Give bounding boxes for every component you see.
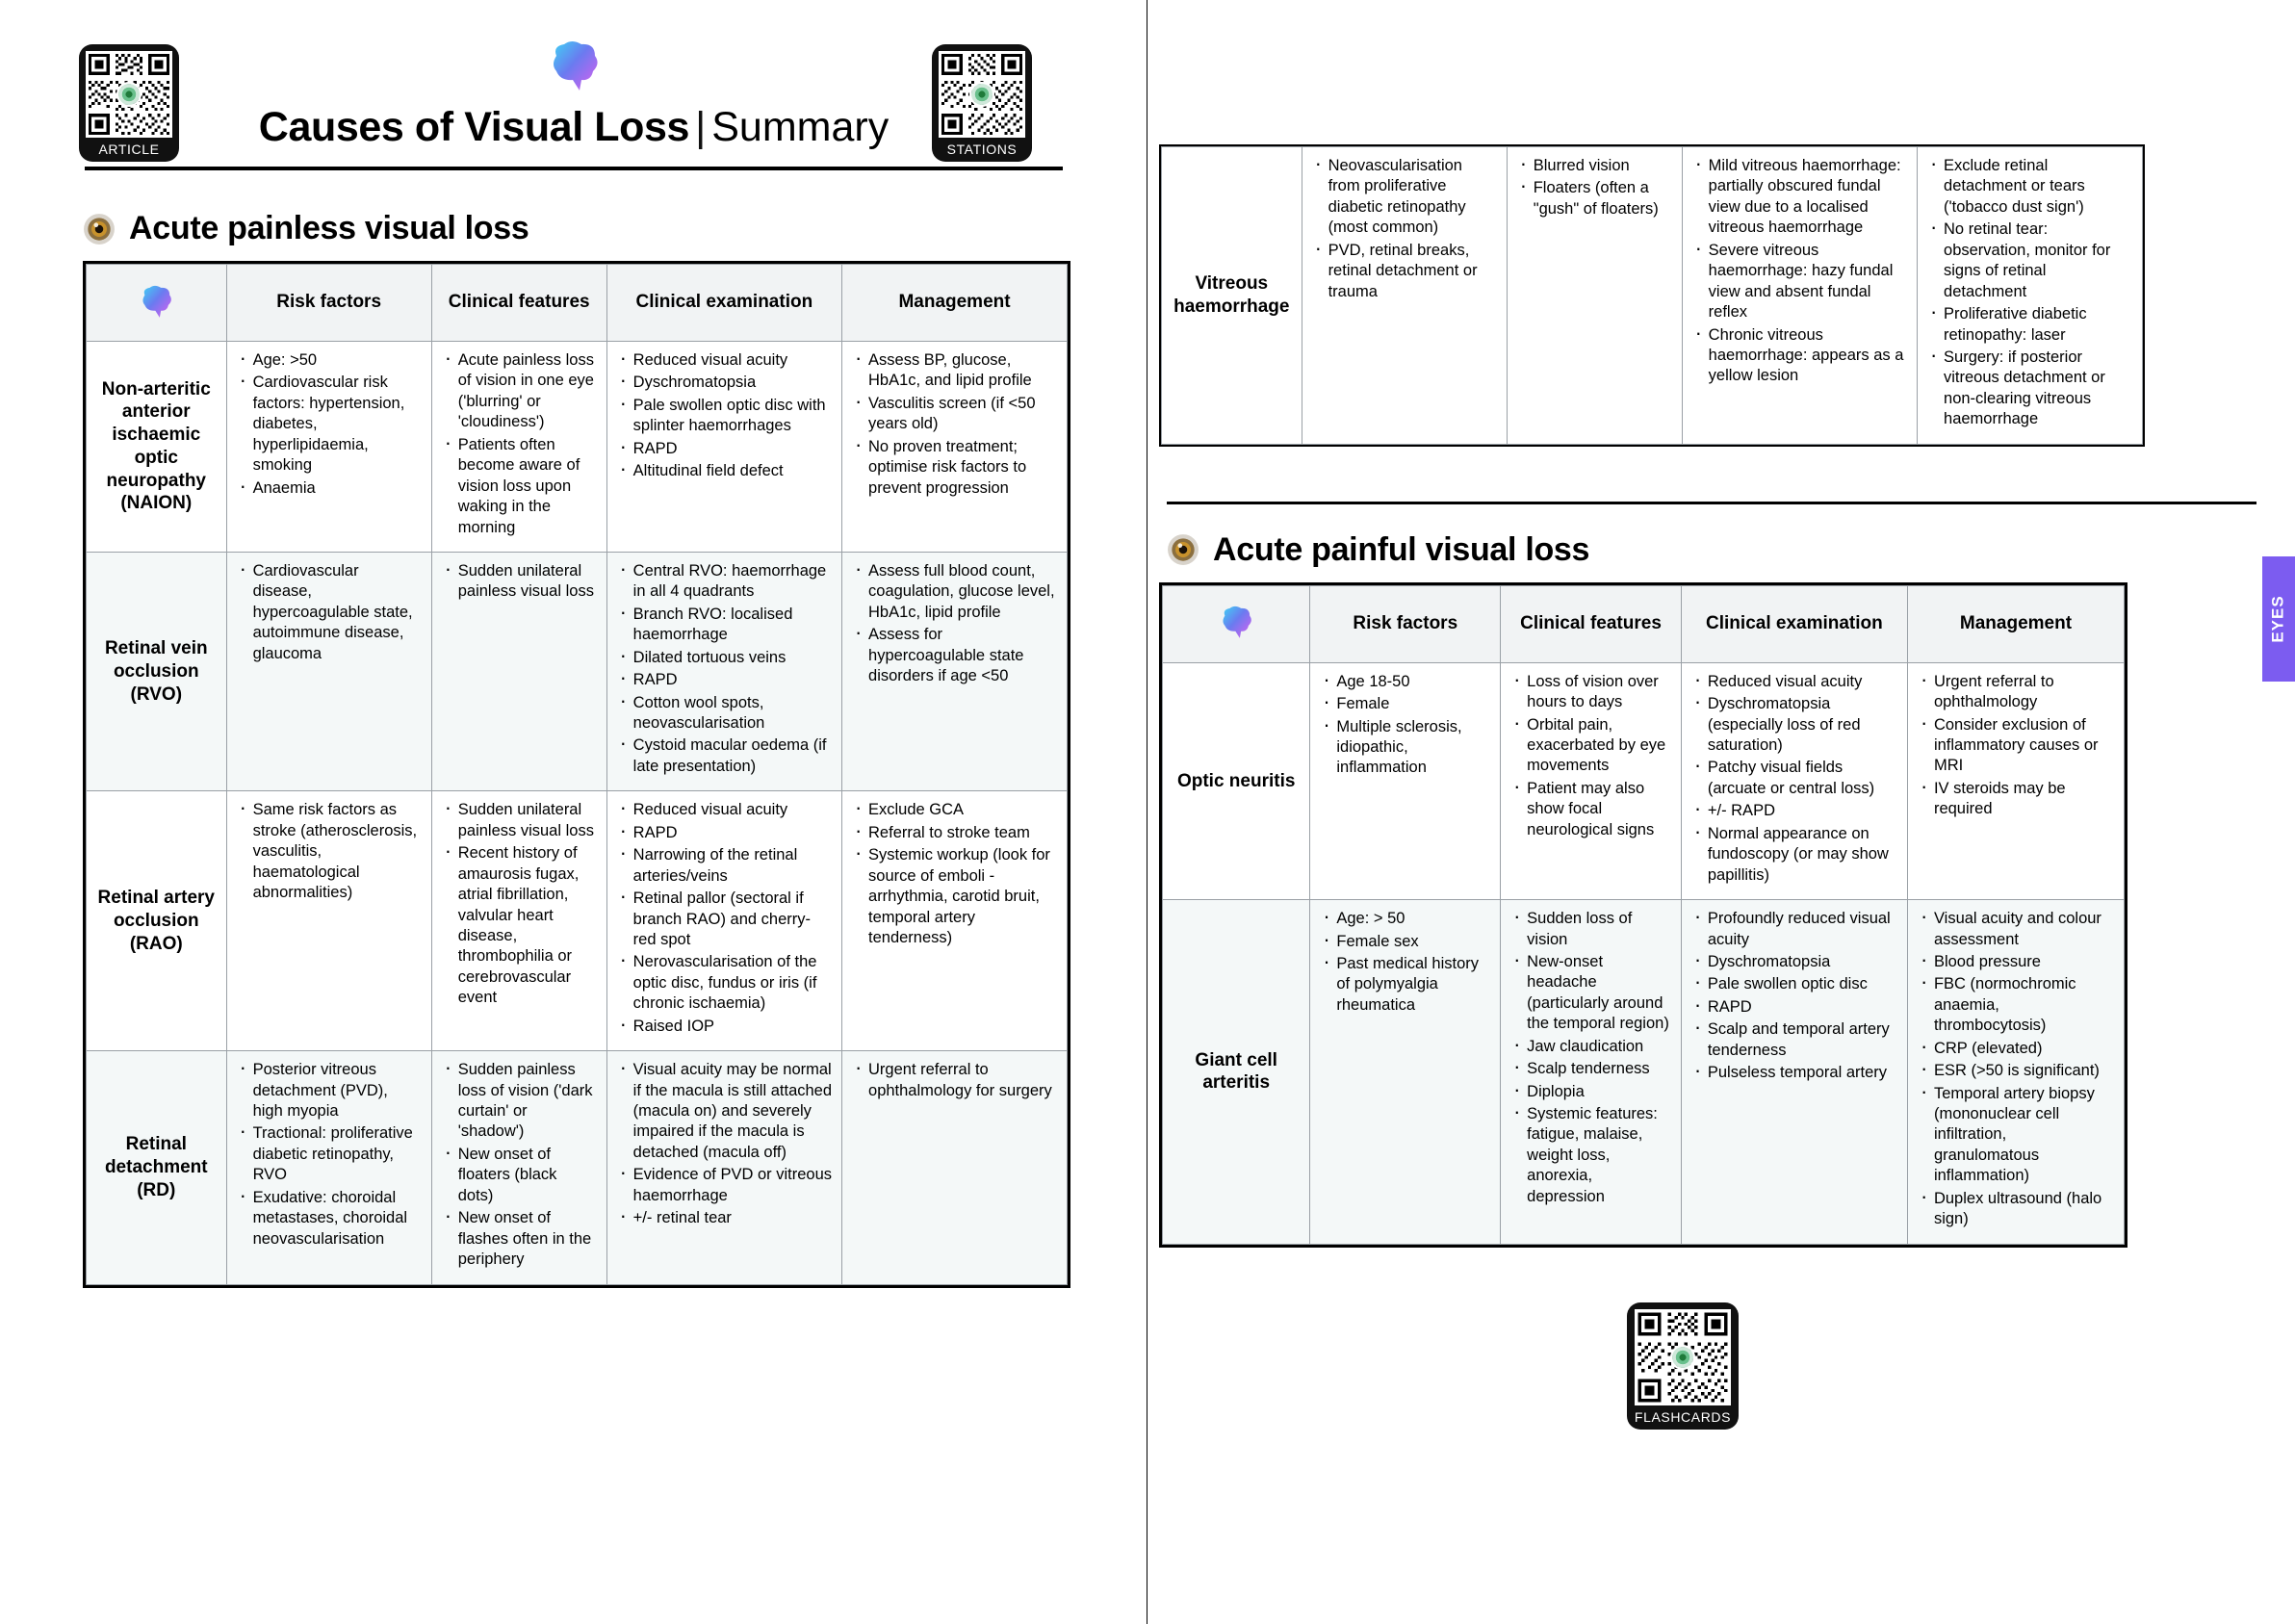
column-header-risk-factors: Risk factors: [1310, 585, 1501, 662]
bullet-item: · Retinal pallor (sectoral if branch RAO) and cherry-red spot: [617, 889, 832, 950]
row-label-optic-neuritis: Optic neuritis: [1163, 662, 1310, 899]
acute-painless-visual-loss-table: [86, 264, 1068, 1285]
bullet-item: · Dilated tortuous veins: [617, 648, 832, 668]
column-header-clinical-examination: Clinical examination: [606, 265, 841, 342]
cell-risk-factors: [1310, 900, 1501, 1245]
bullet-item: · Female: [1320, 694, 1490, 714]
cell-management: [842, 1051, 1068, 1284]
bullet-item: · Pulseless temporal artery: [1691, 1063, 1897, 1083]
row-label-rao: Retinal artery occlusion (RAO): [87, 791, 227, 1051]
column-header-management: Management: [1907, 585, 2124, 662]
bullet-list: [1691, 909, 1897, 1084]
bullet-item: · Blurred vision: [1517, 156, 1672, 176]
bullet-item: · Visual acuity may be normal if the macula is still attached (macula on) and severely impaired if the macula is detached (macula off): [617, 1060, 832, 1163]
bullet-item: · Blood pressure: [1918, 952, 2114, 972]
bullet-item: · Referral to stroke team: [852, 823, 1057, 843]
bullet-list: [442, 1060, 597, 1270]
table-body: [1163, 662, 2125, 1244]
flashcards-qr-code: [1635, 1309, 1731, 1405]
table-row: [87, 1051, 1068, 1284]
bullet-item: · Exclude retinal detachment or tears ('tobacco dust sign'): [1927, 156, 2132, 218]
bullet-item: · Tractional: proliferative diabetic retinopathy, RVO: [237, 1123, 422, 1185]
cell-clinical-features: [431, 342, 606, 553]
table-row: [87, 342, 1068, 553]
bullet-item: · Multiple sclerosis, idiopathic, inflammation: [1320, 717, 1490, 779]
bullet-list: [1691, 672, 1897, 886]
acute-painful-table-container: [1159, 582, 2295, 1252]
section-title-text: Acute painful visual loss: [1213, 530, 1590, 568]
qr-label-stations: STATIONS: [946, 142, 1018, 157]
column-header-clinical-examination: Clinical examination: [1681, 585, 1907, 662]
cell-clinical-examination: [606, 1051, 841, 1284]
bullet-list: [617, 800, 832, 1037]
bullet-item: · Age 18-50: [1320, 672, 1490, 692]
qr-label-article: ARTICLE: [98, 142, 160, 157]
qr-badge-stations[interactable]: [932, 44, 1032, 162]
cell-clinical-examination: [1681, 900, 1907, 1245]
bullet-item: · Central RVO: haemorrhage in all 4 quadrants: [617, 561, 832, 603]
bullet-item: · RAPD: [617, 439, 832, 459]
bullet-item: · Pale swollen optic disc: [1691, 974, 1897, 994]
bullet-item: · Age: >50: [237, 350, 422, 371]
article-qr-code: [86, 51, 172, 138]
bullet-item: · Sudden loss of vision: [1510, 909, 1671, 950]
vitreous-haemorrhage-table-container: [1159, 144, 2295, 451]
brain-logo-icon: [1216, 605, 1256, 643]
bullet-list: [852, 800, 1057, 948]
bullet-list: [1927, 156, 2132, 430]
bullet-item: · Nerovascularisation of the optic disc, fundus or iris (if chronic ischaemia): [617, 952, 832, 1014]
bullet-item: · No retinal tear: observation, monitor for signs of retinal detachment: [1927, 219, 2132, 302]
cell-clinical-examination: [606, 791, 841, 1051]
table-row: [1163, 662, 2125, 899]
table-row: [87, 552, 1068, 790]
section-heading-acute-painful: [1167, 531, 2295, 569]
cell-clinical-examination: [1682, 147, 1917, 445]
table-body: [87, 342, 1068, 1285]
bullet-item: · Normal appearance on fundoscopy (or may show papillitis): [1691, 824, 1897, 886]
bullet-item: · IV steroids may be required: [1918, 779, 2114, 820]
section-title-text: Acute painless visual loss: [129, 210, 529, 246]
bullet-item: · Female sex: [1320, 932, 1490, 952]
title-separator: |: [695, 104, 707, 150]
bullet-item: · Sudden painless loss of vision ('dark curtain' or 'shadow'): [442, 1060, 597, 1143]
page-right: [1148, 0, 2295, 1624]
bullet-list: [1320, 672, 1490, 779]
table-head: [1163, 585, 2125, 662]
bullet-list: [442, 800, 597, 1008]
bullet-item: · No proven treatment; optimise risk factors to prevent progression: [852, 437, 1057, 499]
bullet-list: [1320, 909, 1490, 1016]
cell-management: [1907, 900, 2124, 1245]
cell-risk-factors: [226, 791, 431, 1051]
cell-management: [842, 552, 1068, 790]
cell-management: [842, 342, 1068, 553]
table-row: [1162, 147, 2143, 445]
bullet-item: · Past medical history of polymyalgia rheumatica: [1320, 954, 1490, 1016]
bullet-item: · FBC (normochromic anaemia, thrombocytosis): [1918, 974, 2114, 1036]
bullet-item: · Severe vitreous haemorrhage: hazy fundal view and absent fundal reflex: [1692, 241, 1907, 323]
bullet-item: · Cardiovascular disease, hypercoagulable state, autoimmune disease, glaucoma: [237, 561, 422, 664]
cell-management: [1907, 662, 2124, 899]
bullet-item: · Diplopia: [1510, 1082, 1671, 1102]
bullet-item: · Cardiovascular risk factors: hypertension, diabetes, hyperlipidaemia, smoking: [237, 373, 422, 476]
cell-management: [1918, 147, 2143, 445]
bullet-item: · Temporal artery biopsy (mononuclear cell infiltration, granulomatous inflammation): [1918, 1084, 2114, 1187]
bullet-item: · New onset of floaters (black dots): [442, 1145, 597, 1206]
qr-center-eye-icon: [118, 84, 140, 105]
bullet-item: · Orbital pain, exacerbated by eye movements: [1510, 715, 1671, 777]
bullet-list: [852, 561, 1057, 687]
cell-management: [842, 791, 1068, 1051]
column-header-risk-factors: Risk factors: [226, 265, 431, 342]
bullet-item: · Branch RVO: localised haemorrhage: [617, 605, 832, 646]
bullet-item: · Recent history of amaurosis fugax, atrial fibrillation, valvular heart disease, thrombophilia or cerebrovascular event: [442, 843, 597, 1009]
bullet-item: · RAPD: [1691, 997, 1897, 1018]
acute-painful-visual-loss-table: [1162, 585, 2125, 1245]
bullet-list: [1918, 672, 2114, 820]
bullet-item: · RAPD: [617, 670, 832, 690]
side-tab-eyes[interactable]: [2262, 556, 2295, 682]
cell-clinical-features: [1507, 147, 1682, 445]
bullet-item: · Visual acuity and colour assessment: [1918, 909, 2114, 950]
table-row: [1163, 900, 2125, 1245]
bullet-list: [442, 561, 597, 603]
column-header-clinical-features: Clinical features: [431, 265, 606, 342]
bullet-item: · Cystoid macular oedema (if late presentation): [617, 735, 832, 777]
bullet-item: · Reduced visual acuity: [617, 800, 832, 820]
table-head: [87, 265, 1068, 342]
bullet-item: · Duplex ultrasound (halo sign): [1918, 1189, 2114, 1230]
bullet-item: · Sudden unilateral painless visual loss: [442, 800, 597, 841]
vitreous-haemorrhage-table: [1161, 146, 2143, 445]
table-logo-cell: [1163, 585, 1310, 662]
title-subtitle: Summary: [711, 104, 890, 150]
bullet-item: · +/- retinal tear: [617, 1208, 832, 1228]
bullet-item: · Pale swollen optic disc with splinter haemorrhages: [617, 396, 832, 437]
bullet-list: [1692, 156, 1907, 387]
stations-qr-code: [939, 51, 1025, 138]
bullet-list: [852, 1060, 1057, 1101]
bullet-list: [617, 1060, 832, 1229]
bullet-item: · Dyschromatopsia: [617, 373, 832, 393]
acute-painless-table-container: [83, 261, 1148, 1293]
cell-risk-factors: [1302, 147, 1507, 445]
bullet-item: · New-onset headache (particularly around the temporal region): [1510, 952, 1671, 1035]
bullet-item: · Patients often become aware of vision loss upon waking in the morning: [442, 435, 597, 538]
cell-clinical-examination: [606, 552, 841, 790]
eye-icon: [83, 213, 116, 245]
bullet-list: [617, 561, 832, 777]
bullet-list: [1510, 672, 1671, 841]
bullet-item: · Scalp and temporal artery tenderness: [1691, 1019, 1897, 1061]
table-border: [1159, 144, 2145, 447]
column-header-management: Management: [842, 265, 1068, 342]
bullet-list: [1918, 909, 2114, 1230]
qr-badge-flashcards[interactable]: [1627, 1302, 1739, 1430]
bullet-list: [237, 1060, 422, 1250]
cell-clinical-features: [1501, 900, 1682, 1245]
section-heading-acute-painless: [83, 210, 1148, 247]
row-label-naion: Non-arteritic anterior ischaemic optic neuropathy (NAION): [87, 342, 227, 553]
bullet-item: · Assess for hypercoagulable state disorders if age <50: [852, 625, 1057, 686]
table-body: [1162, 147, 2143, 445]
bullet-item: · Dyschromatopsia (especially loss of red saturation): [1691, 694, 1897, 756]
bullet-item: · Anaemia: [237, 478, 422, 499]
table-logo-cell: [87, 265, 227, 342]
table-header-row: [87, 265, 1068, 342]
bullet-item: · Surgery: if posterior vitreous detachment or non-clearing vitreous haemorrhage: [1927, 348, 2132, 430]
bullet-item: · Raised IOP: [617, 1017, 832, 1037]
bullet-item: · New onset of flashes often in the periphery: [442, 1208, 597, 1270]
bullet-item: · Jaw claudication: [1510, 1037, 1671, 1057]
table-border: [1159, 582, 2127, 1248]
bullet-item: · Same risk factors as stroke (atherosclerosis, vasculitis, haematological abnormalities): [237, 800, 422, 903]
bullet-item: · Evidence of PVD or vitreous haemorrhage: [617, 1165, 832, 1206]
bullet-item: · Assess full blood count, coagulation, glucose level, HbA1c, lipid profile: [852, 561, 1057, 623]
bullet-item: · Assess BP, glucose, HbA1c, and lipid profile: [852, 350, 1057, 392]
cell-clinical-examination: [606, 342, 841, 553]
cell-clinical-features: [1501, 662, 1682, 899]
bullet-item: · Urgent referral to ophthalmology for surgery: [852, 1060, 1057, 1101]
brain-logo-icon: [136, 284, 176, 322]
bullet-item: · Chronic vitreous haemorrhage: appears as a yellow lesion: [1692, 325, 1907, 387]
cell-clinical-features: [431, 1051, 606, 1284]
row-label-giant-cell-arteritis: Giant cell arteritis: [1163, 900, 1310, 1245]
table-border: [83, 261, 1070, 1288]
bullet-item: · Neovascularisation from proliferative diabetic retinopathy (most common): [1312, 156, 1497, 239]
bullet-list: [1312, 156, 1497, 302]
brain-logo-icon: [543, 39, 605, 98]
bullet-item: · Age: > 50: [1320, 909, 1490, 929]
side-tab-label: EYES: [2269, 595, 2288, 643]
title-main: Causes of Visual Loss: [258, 104, 690, 150]
bullet-item: · Reduced visual acuity: [617, 350, 832, 371]
section-divider: [1167, 502, 2256, 504]
cell-risk-factors: [226, 1051, 431, 1284]
bullet-item: · Exclude GCA: [852, 800, 1057, 820]
table-row: [87, 791, 1068, 1051]
qr-center-eye-icon: [971, 84, 993, 105]
bullet-item: · Patient may also show focal neurological signs: [1510, 779, 1671, 840]
row-label-rd: Retinal detachment (RD): [87, 1051, 227, 1284]
cell-risk-factors: [226, 342, 431, 553]
document-header: [0, 0, 1148, 183]
title-divider: [85, 167, 1063, 170]
bullet-item: · Cotton wool spots, neovascularisation: [617, 693, 832, 735]
bullet-list: [237, 800, 422, 903]
bullet-item: · Vasculitis screen (if <50 years old): [852, 394, 1057, 435]
qr-label-flashcards: FLASHCARDS: [1634, 1408, 1732, 1425]
bullet-list: [1510, 909, 1671, 1207]
bullet-item: · Profoundly reduced visual acuity: [1691, 909, 1897, 950]
bullet-item: · Narrowing of the retinal arteries/veins: [617, 845, 832, 887]
bullet-item: · Altitudinal field defect: [617, 461, 832, 481]
bullet-list: [1517, 156, 1672, 219]
bullet-item: · PVD, retinal breaks, retinal detachment or trauma: [1312, 241, 1497, 302]
cell-clinical-features: [431, 791, 606, 1051]
bullet-list: [237, 561, 422, 664]
bullet-item: · Mild vitreous haemorrhage: partially obscured fundal view due to a localised vitreous haemorrhage: [1692, 156, 1907, 239]
bullet-list: [617, 350, 832, 482]
bullet-item: · Posterior vitreous detachment (PVD), high myopia: [237, 1060, 422, 1121]
eye-icon: [1167, 533, 1199, 566]
bullet-item: · Systemic workup (look for source of emboli - arrhythmia, carotid bruit, temporal artery tenderness): [852, 845, 1057, 948]
flashcards-qr-container: [1070, 1302, 2295, 1430]
bullet-item: · ESR (>50 is significant): [1918, 1061, 2114, 1081]
bullet-list: [442, 350, 597, 538]
cell-risk-factors: [226, 552, 431, 790]
bullet-item: · Consider exclusion of inflammatory causes or MRI: [1918, 715, 2114, 777]
row-label-vitreous-haemorrhage: Vitreous haemorrhage: [1162, 147, 1302, 445]
bullet-item: · Floaters (often a "gush" of floaters): [1517, 178, 1672, 219]
cell-clinical-examination: [1681, 662, 1907, 899]
bullet-item: · Systemic features: fatigue, malaise, weight loss, anorexia, depression: [1510, 1104, 1671, 1207]
cell-risk-factors: [1310, 662, 1501, 899]
bullet-item: · Sudden unilateral painless visual loss: [442, 561, 597, 603]
bullet-item: · Scalp tenderness: [1510, 1059, 1671, 1079]
bullet-item: · Patchy visual fields (arcuate or central loss): [1691, 758, 1897, 799]
bullet-item: · Acute painless loss of vision in one eye ('blurring' or 'cloudiness'): [442, 350, 597, 433]
bullet-item: · Exudative: choroidal metastases, choroidal neovascularisation: [237, 1188, 422, 1250]
bullet-item: · +/- RAPD: [1691, 801, 1897, 821]
bullet-item: · Loss of vision over hours to days: [1510, 672, 1671, 713]
table-header-row: [1163, 585, 2125, 662]
bullet-item: · Dyschromatopsia: [1691, 952, 1897, 972]
bullet-item: · RAPD: [617, 823, 832, 843]
row-label-rvo: Retinal vein occlusion (RVO): [87, 552, 227, 790]
qr-badge-article[interactable]: [79, 44, 179, 162]
bullet-item: · Reduced visual acuity: [1691, 672, 1897, 692]
cell-clinical-features: [431, 552, 606, 790]
bullet-item: · Urgent referral to ophthalmology: [1918, 672, 2114, 713]
column-header-clinical-features: Clinical features: [1501, 585, 1682, 662]
qr-center-eye-icon: [1672, 1347, 1693, 1368]
bullet-list: [852, 350, 1057, 499]
bullet-item: · Proliferative diabetic retinopathy: laser: [1927, 304, 2132, 346]
bullet-list: [237, 350, 422, 499]
bullet-item: · CRP (elevated): [1918, 1039, 2114, 1059]
